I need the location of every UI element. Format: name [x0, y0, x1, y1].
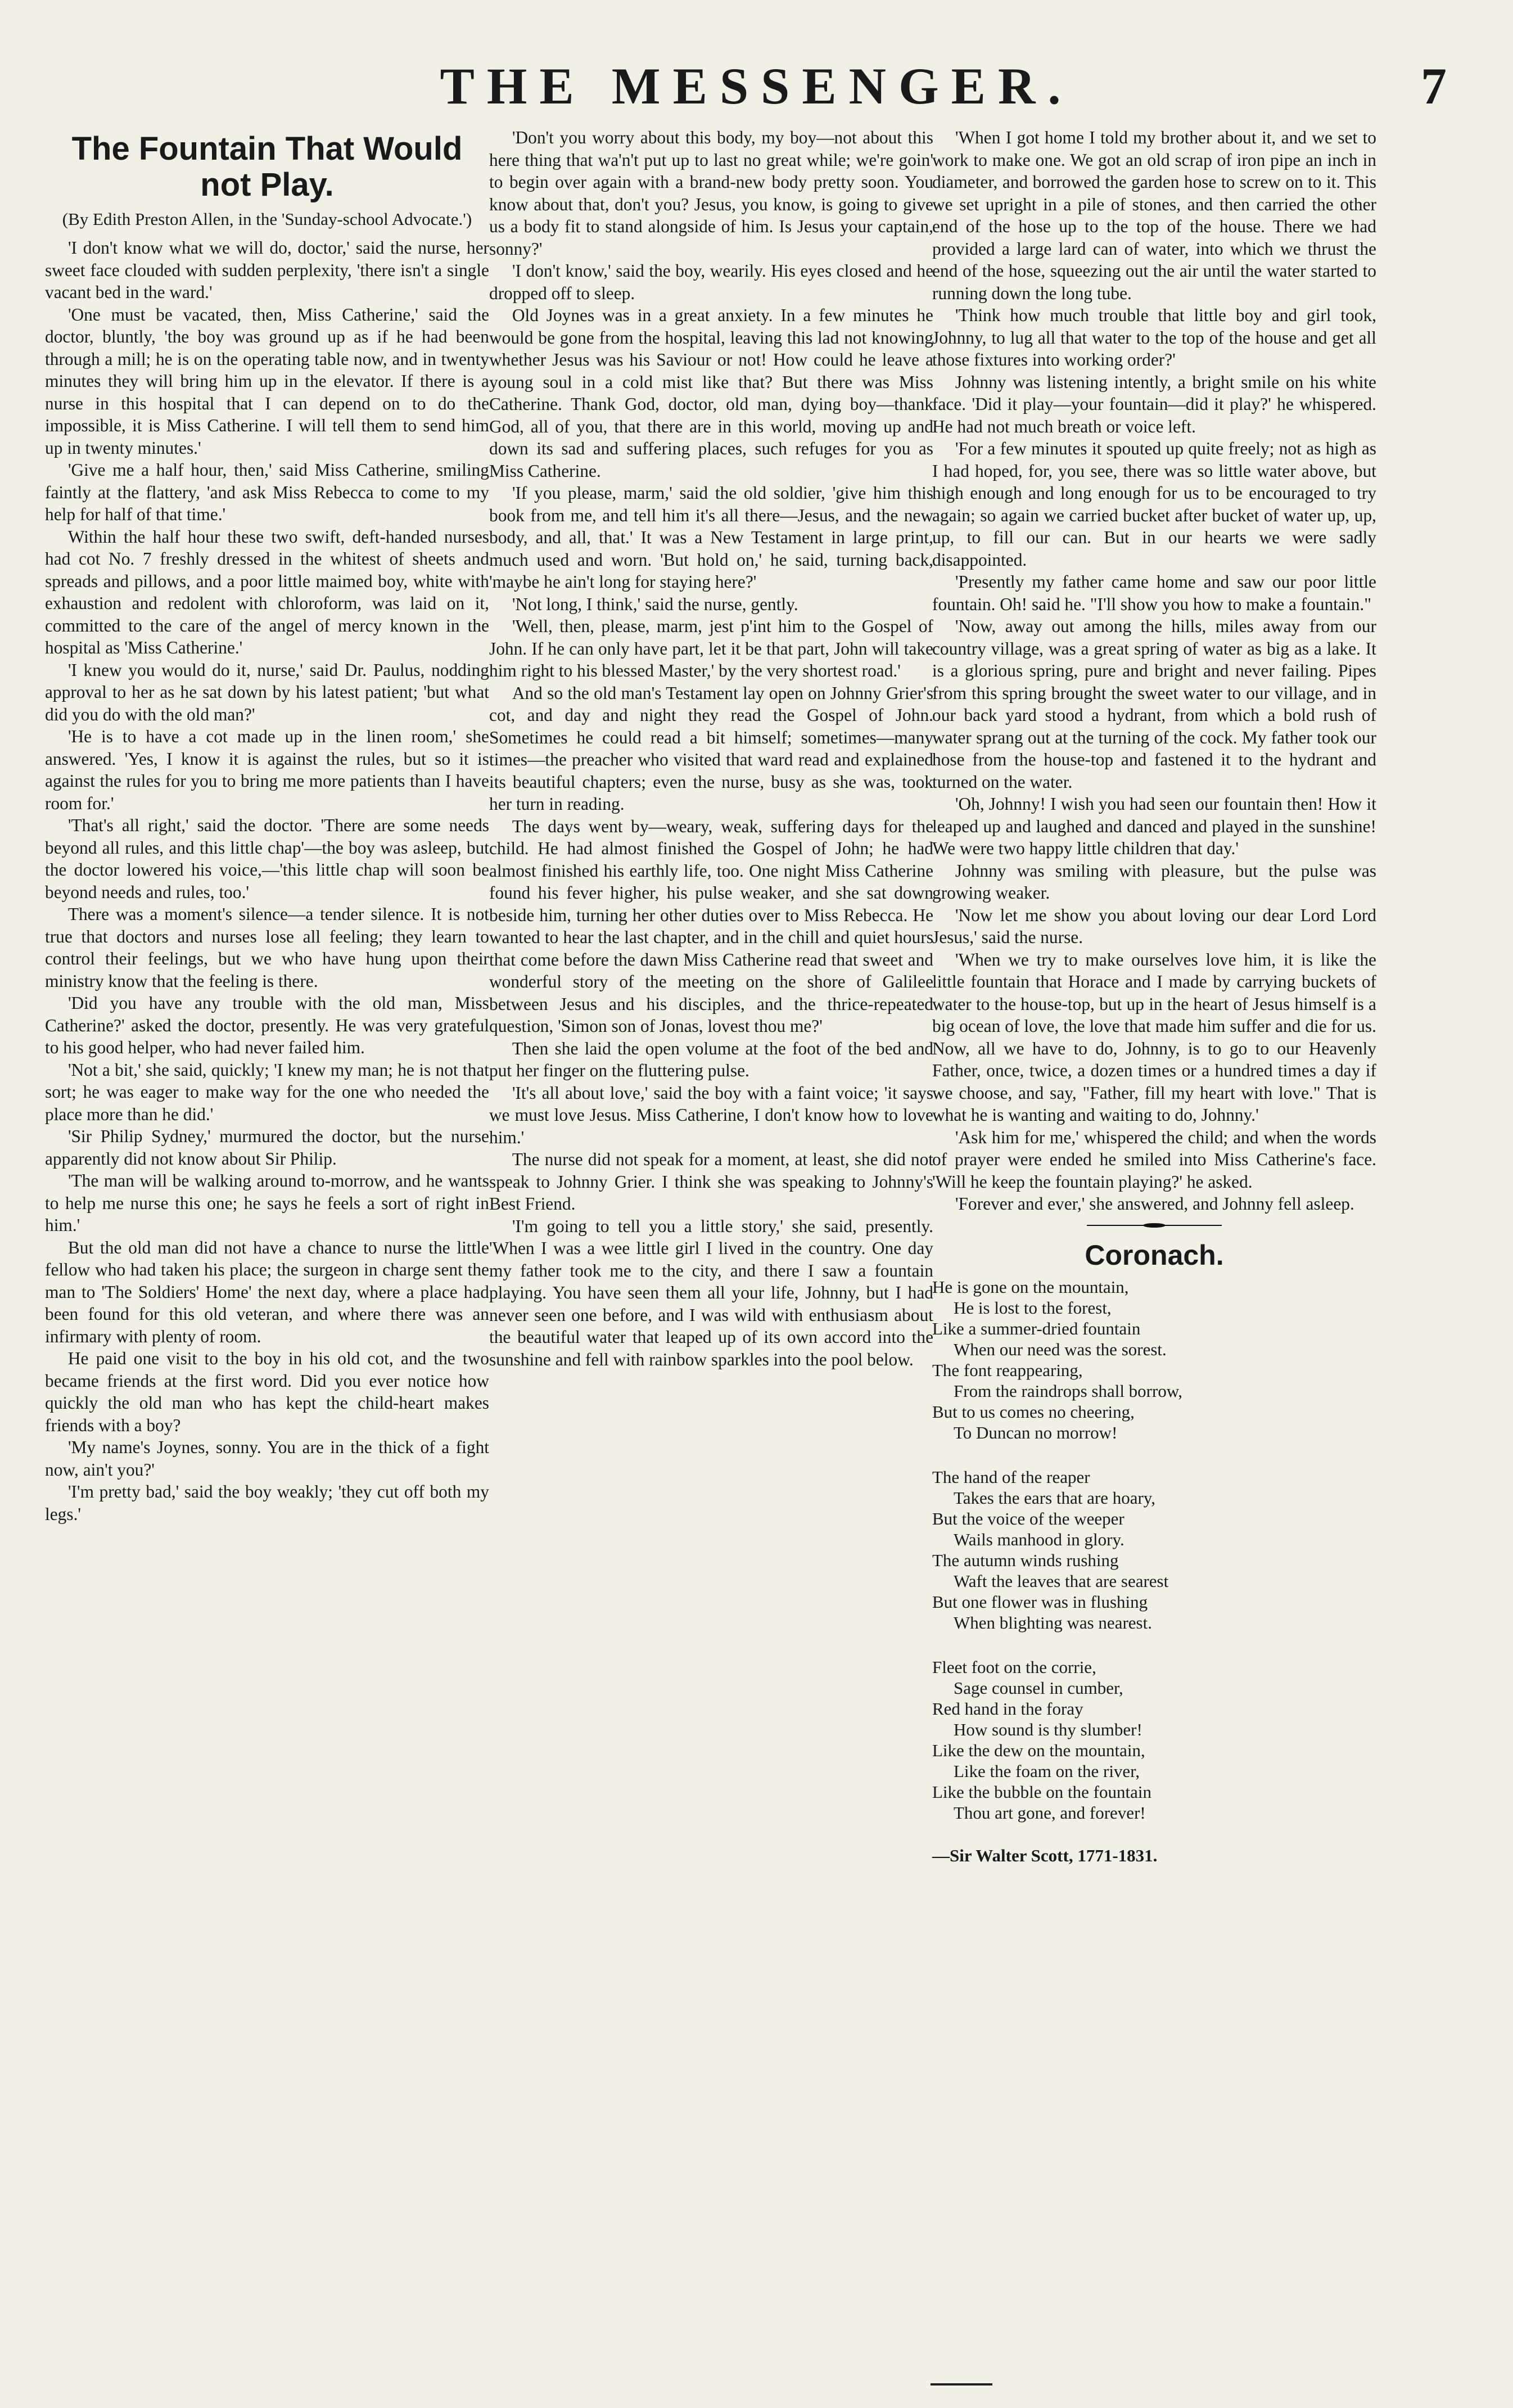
poem-attribution: —Sir Walter Scott, 1771-1831. — [932, 1846, 1158, 1865]
story-paragraph: 'I don't know,' said the boy, wearily. His eyes closed and he dropped off to sleep. — [489, 261, 933, 303]
story-byline: (By Edith Preston Allen, in the 'Sunday-school Advocate.') — [62, 209, 472, 229]
story-paragraph: 'That's all right,' said the doctor. 'There are some needs beyond all rules, and this little chap'—the boy was asleep, but the doctor lowered his voice,—'this little chap will soon be beyond needs and rules, too.' — [45, 815, 489, 902]
story-paragraph: 'When I got home I told my brother about it, and we set to work to make one. We got an old scrap of iron pipe an inch in diameter, and borrowed the garden hose to screw on to it. This we set upright in a pile of stones, and then carried the other end of the hose up to the top of the house. There we had provided a large lard can of water, into which we thrust the end of the hose, squeezing out the air until the water started to running down the long tube. — [932, 128, 1376, 303]
story-paragraph: 'Don't you worry about this body, my boy—not about this here thing that wa'n't put up to last no great while; we're goin' to begin over again with a brand-new body pretty soon. You know about that, don't you? Jesus, you know, is going to give us a body fit to stand alongside of him. Is Jesus your captain, sonny?' — [489, 128, 933, 259]
story-paragraph: 'It's all about love,' said the boy with a faint voice; 'it says we must love Jesus. Miss Catherine, I don't know how to love him.' — [489, 1083, 933, 1147]
story-paragraph: 'When we try to make ourselves love him, it is like the little fountain that Horace and I made by carrying buckets of water to the house-top, but up in the heart of Jesus himself is a big ocean of love, the love that made him suffer and die for us. Now, all we have to do, Johnny, is to go to our Heavenly Father, once, twice, a dozen times or a hundred times a day if we choose, and say, "Father, fill my heart with love." That is what he is wanting and waiting to do, Johnny.' — [932, 949, 1376, 1125]
column-1 — [45, 127, 489, 1525]
story-paragraph: 'He is to have a cot made up in the linen room,' she answered. 'Yes, I know it is against the rules, but so it is against the rules for you to bring me more patients than I have room for.' — [45, 727, 489, 813]
story-paragraph: 'If you please, marm,' said the old soldier, 'give him this book from me, and tell him it's all there—Jesus, and the new body, and all, that.' It was a New Testament in large print, much used and worn. 'But hold on,' he said, turning back, 'maybe he ain't long for staying here?' — [489, 483, 933, 592]
story-paragraph: 'Now let me show you about loving our dear Lord Lord Jesus,' said the nurse. — [932, 905, 1376, 947]
story-paragraph: 'For a few minutes it spouted up quite freely; not as high as I had hoped, for, you see, there was so little water above, but high enough and long enough for us to be encouraged to try again; so again we carried bucket after bucket of water up, up, up, to fill our can. But in our hearts we were sadly disappointed. — [932, 439, 1376, 570]
poem-line: The font reappearing, — [932, 1360, 1083, 1380]
poem-line: Like the bubble on the fountain — [932, 1782, 1151, 1802]
story-paragraph: 'Think how much trouble that little boy and girl took, Johnny, to lug all that water to the top of the house and get all those fixtures into working order?' — [932, 305, 1376, 369]
story-paragraph: The nurse did not speak for a moment, at least, she did not speak to Johnny Grier. I think she was speaking to Johnny's Best Friend. — [489, 1149, 933, 1214]
story-paragraph: 'Not long, I think,' said the nurse, gently. — [512, 594, 798, 614]
poem-line: But to us comes no cheering, — [932, 1402, 1135, 1422]
column-1-body — [45, 237, 489, 1525]
poem-stanza — [932, 1277, 1376, 1443]
story-paragraph: 'Oh, Johnny! I wish you had seen our fountain then! How it leaped up and laughed and danced and played in the sunshine! We were two happy little children that day.' — [932, 794, 1376, 858]
masthead — [0, 0, 1513, 115]
story-paragraph: 'I knew you would do it, nurse,' said Dr. Paulus, nodding approval to her as he sat down by his latest patient; 'but what did you do with the old man?' — [45, 660, 489, 724]
story-paragraph: 'My name's Joynes, sonny. You are in the thick of a fight now, ain't you?' — [45, 1437, 489, 1480]
poem-line: But the voice of the weeper — [932, 1509, 1124, 1528]
column-2-body — [489, 127, 933, 1370]
poem-line: Like the foam on the river, — [954, 1761, 1140, 1781]
section-divider — [1087, 1223, 1222, 1228]
poem-line: Wails manhood in glory. — [954, 1530, 1124, 1549]
story-paragraph: 'Forever and ever,' she answered, and Johnny fell asleep. — [955, 1194, 1354, 1214]
story-paragraph: Then she laid the open volume at the foot of the bed and put her finger on the fluttering pulse. — [489, 1038, 933, 1080]
poem-line: Sage counsel in cumber, — [954, 1678, 1123, 1698]
newspaper-title: THE MESSENGER. — [440, 57, 1073, 115]
story-paragraph: There was a moment's silence—a tender silence. It is not true that doctors and nurses lose all feeling; they learn to control their feelings, but we who have hung upon their ministry know that the feeling is there. — [45, 904, 489, 991]
story-paragraph: 'Ask him for me,' whispered the child; and when the words of prayer were ended he smiled into Miss Catherine's face. 'Will he keep the fountain playing?' he asked. — [932, 1127, 1376, 1192]
poem-line: How sound is thy slumber! — [954, 1720, 1142, 1739]
story-paragraph: He paid one visit to the boy in his old cot, and the two became friends at the first word. Did you ever notice how quickly the old man who has kept the child-heart makes friends with a boy? — [45, 1349, 489, 1435]
story-paragraph: 'Now, away out among the hills, miles away from our country village, was a great spring of water as big as a lake. It is a glorious spring, pure and bright and never failing. Pipes from this spring brought the sweet water to our village, and in our back yard stood a hydrant, from which a bold rush of water sprang out at the turning of the cock. My father took our hose from the house-top and fastened it to the hydrant and turned on the water. — [932, 616, 1376, 792]
story-paragraph: 'Well, then, please, marm, jest p'int him to the Gospel of John. If he can only have part, let it be that part, John will take him right to his blessed Master,' by the very shortest road.' — [489, 616, 933, 680]
poem-stanza — [932, 1467, 1376, 1633]
story-paragraph: 'Presently my father came home and saw our poor little fountain. Oh! said he. "I'll show you how to make a fountain." — [932, 572, 1376, 614]
poem-stanza — [932, 1657, 1376, 1823]
poem-line: Thou art gone, and forever! — [954, 1803, 1146, 1823]
story-headline: The Fountain That Would not Play. — [71, 130, 463, 203]
story-paragraph: 'Give me a half hour, then,' said Miss Catherine, smiling faintly at the flattery, 'and ask Miss Rebecca to come to my help for half of that time.' — [45, 460, 489, 524]
column-3-body — [932, 127, 1376, 1215]
story-paragraph: 'The man will be walking around to-morrow, and he wants to help me nurse this one; he says he feels a sort of right in him.' — [45, 1171, 489, 1235]
poem-line: Waft the leaves that are searest — [954, 1571, 1169, 1591]
column-2 — [489, 127, 933, 1370]
story-paragraph: Old Joynes was in a great anxiety. In a few minutes he would be gone from the hospital, leaving this lad not knowing whether Jesus was his Saviour or not! How could he leave a young soul in a cold mist like that? But there was Miss Catherine. Thank God, doctor, old man, dying boy—thank God, all of you, that there are in this world, moving up and down its sad and suffering places, such refuges for you as Miss Catherine. — [489, 305, 933, 481]
poem-line: When our need was the sorest. — [954, 1340, 1167, 1359]
poem-line: When blighting was nearest. — [954, 1613, 1152, 1633]
story-paragraph: 'I'm pretty bad,' said the boy weakly; 'they cut off both my legs.' — [45, 1482, 489, 1524]
page-number: 7 — [1421, 57, 1447, 115]
poem-title: Coronach. — [1085, 1239, 1224, 1271]
story-paragraph: 'Not a bit,' she said, quickly; 'I knew my man; he is not that sort; he was eager to make way for the one who needed the place more than he did.' — [45, 1059, 489, 1124]
poem-line: From the raindrops shall borrow, — [954, 1381, 1182, 1401]
story-paragraph: 'Sir Philip Sydney,' murmured the doctor, but the nurse apparently did not know about Sir Philip. — [45, 1126, 489, 1169]
footer-rule — [931, 2383, 992, 2386]
story-paragraph: 'I don't know what we will do, doctor,' said the nurse, her sweet face clouded with sudden perplexity, 'there isn't a single vacant bed in the ward.' — [45, 238, 489, 302]
story-paragraph: 'Did you have any trouble with the old man, Miss Catherine?' asked the doctor, presently. He was very grateful to his good helper, who had never failed him. — [45, 993, 489, 1057]
poem-line: But one flower was in flushing — [932, 1592, 1148, 1612]
story-paragraph: Johnny was listening intently, a bright smile on his white face. 'Did it play—your fountain—did it play?' he whispered. He had not much breath or voice left. — [932, 372, 1376, 436]
story-paragraph: But the old man did not have a chance to nurse the little fellow who had taken his place; the surgeon in charge sent the man to 'The Soldiers' Home' the next day, where a place had been found for this old veteran, and where there was an infirmary with plenty of room. — [45, 1237, 489, 1346]
poem-line: Like a summer-dried fountain — [932, 1319, 1141, 1338]
story-paragraph: Within the half hour these two swift, deft-handed nurses had cot No. 7 freshly dressed in the whitest of sheets and spreads and pillows, and a poor little maimed boy, white with exhaustion and redolent with chloroform, was laid on it, committed to the care of the angel of mercy known in the hospital as 'Miss Catherine.' — [45, 526, 489, 657]
poem-line: Red hand in the foray — [932, 1699, 1083, 1719]
poem-body — [932, 1277, 1376, 1823]
story-paragraph: And so the old man's Testament lay open on Johnny Grier's cot, and day and night they read the Gospel of John. Sometimes he could read a bit himself; sometimes—many times—the preacher who visited that ward read and explained its beautiful chapters; even the nurse, busy as she was, took her turn in reading. — [489, 683, 933, 814]
poem-line: The autumn winds rushing — [932, 1550, 1119, 1570]
poem-line: The hand of the reaper — [932, 1467, 1090, 1487]
poem-line: To Duncan no morrow! — [954, 1423, 1118, 1442]
story-paragraph: The days went by—weary, weak, suffering days for the child. He had almost finished the Gospel of John; he had almost finished his earthly life, too. One night Miss Catherine found his fever higher, his pulse weaker, and she sat down beside him, turning her other duties over to Miss Rebecca. He wanted to hear the last chapter, and in the chill and quiet hours that come before the dawn Miss Catherine read that sweet and wonderful story of the meeting on the shore of Galilee between Jesus and his disciples, and the thrice-repeated question, 'Simon son of Jonas, lovest thou me?' — [489, 816, 933, 1036]
poem-line: He is gone on the mountain, — [932, 1277, 1129, 1297]
poem-line: Fleet foot on the corrie, — [932, 1657, 1096, 1677]
story-paragraph: Johnny was smiling with pleasure, but the pulse was growing weaker. — [932, 860, 1376, 903]
poem-line: He is lost to the forest, — [954, 1298, 1112, 1318]
poem-line: Takes the ears that are hoary, — [954, 1488, 1156, 1508]
column-3 — [932, 127, 1376, 1867]
story-paragraph: 'I'm going to tell you a little story,' she said, presently. 'When I was a wee little girl I lived in the country. One day my father took me to the city, and there I saw a fountain playing. You have seen them all your life, Johnny, but I had never seen one before, and I was wild with enthusiasm about the beautiful water that leaped up of its own accord into the sunshine and fell with rainbow sparkles into the pool below. — [489, 1216, 933, 1369]
poem-line: Like the dew on the mountain, — [932, 1740, 1145, 1760]
story-paragraph: 'One must be vacated, then, Miss Catherine,' said the doctor, bluntly, 'the boy was ground up as if he had been through a mill; he is on the operating table now, and in twenty minutes they will bring him up in the elevator. If there is a nurse in this hospital that I can depend on to do the impossible, it is Miss Catherine. I will tell them to send him up in twenty minutes.' — [45, 304, 489, 458]
